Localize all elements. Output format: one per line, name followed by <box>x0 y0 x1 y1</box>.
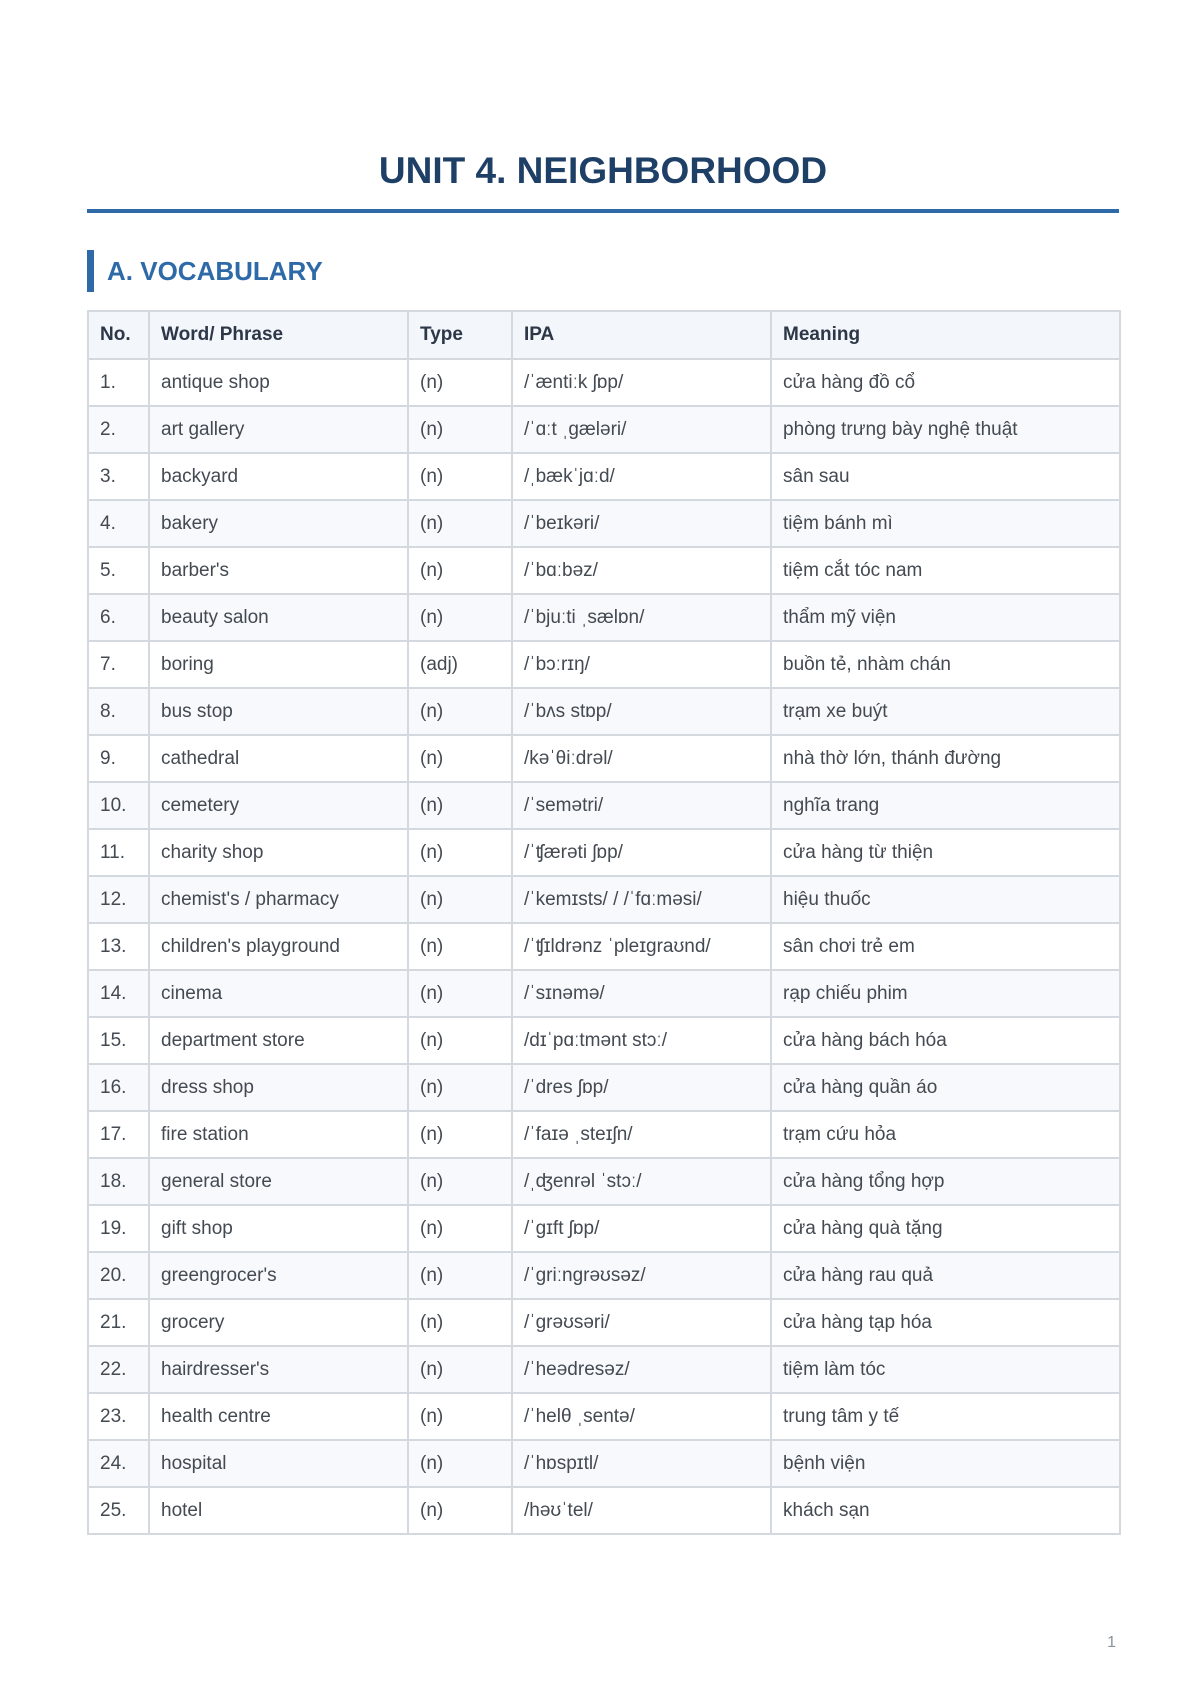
cell-word: bakery <box>149 500 408 547</box>
cell-word: art gallery <box>149 406 408 453</box>
header-meaning: Meaning <box>771 311 1120 359</box>
header-ipa: IPA <box>512 311 771 359</box>
cell-type: (n) <box>408 1064 512 1111</box>
cell-no: 25. <box>88 1487 149 1534</box>
table-row <box>88 1205 1120 1252</box>
cell-word: cathedral <box>149 735 408 782</box>
cell-type: (n) <box>408 735 512 782</box>
cell-no: 14. <box>88 970 149 1017</box>
cell-word: grocery <box>149 1299 408 1346</box>
cell-meaning: cửa hàng tạp hóa <box>771 1299 1120 1346</box>
cell-meaning: rạp chiếu phim <box>771 970 1120 1017</box>
cell-type: (n) <box>408 876 512 923</box>
table-row <box>88 641 1120 688</box>
cell-ipa: /ˈsɪnəmə/ <box>512 970 771 1017</box>
cell-type: (n) <box>408 1111 512 1158</box>
table-row <box>88 923 1120 970</box>
table-row <box>88 547 1120 594</box>
cell-ipa: /ˈhɒspɪtl/ <box>512 1440 771 1487</box>
cell-type: (n) <box>408 1017 512 1064</box>
cell-word: dress shop <box>149 1064 408 1111</box>
cell-meaning: cửa hàng rau quả <box>771 1252 1120 1299</box>
table-row <box>88 359 1120 406</box>
cell-no: 9. <box>88 735 149 782</box>
document-page <box>87 0 1119 1535</box>
cell-word: greengrocer's <box>149 1252 408 1299</box>
header-word: Word/ Phrase <box>149 311 408 359</box>
cell-word: fire station <box>149 1111 408 1158</box>
cell-type: (n) <box>408 1252 512 1299</box>
cell-no: 3. <box>88 453 149 500</box>
table-row <box>88 782 1120 829</box>
cell-type: (n) <box>408 1299 512 1346</box>
cell-no: 22. <box>88 1346 149 1393</box>
table-row <box>88 1487 1120 1534</box>
cell-type: (n) <box>408 1440 512 1487</box>
cell-type: (n) <box>408 406 512 453</box>
cell-ipa: /ˈbeɪkəri/ <box>512 500 771 547</box>
table-row <box>88 500 1120 547</box>
cell-word: boring <box>149 641 408 688</box>
cell-ipa: /ˈæntiːk ʃɒp/ <box>512 359 771 406</box>
table-row <box>88 1064 1120 1111</box>
cell-no: 13. <box>88 923 149 970</box>
cell-no: 7. <box>88 641 149 688</box>
page-number: 1 <box>1107 1634 1116 1651</box>
table-row <box>88 406 1120 453</box>
table-row <box>88 1158 1120 1205</box>
cell-ipa: /ˈbɑːbəz/ <box>512 547 771 594</box>
table-row <box>88 1111 1120 1158</box>
cell-no: 21. <box>88 1299 149 1346</box>
cell-no: 8. <box>88 688 149 735</box>
cell-meaning: cửa hàng bách hóa <box>771 1017 1120 1064</box>
cell-ipa: /dɪˈpɑːtmənt stɔː/ <box>512 1017 771 1064</box>
cell-no: 10. <box>88 782 149 829</box>
table-row <box>88 735 1120 782</box>
cell-ipa: /ˈbjuːti ˌsælɒn/ <box>512 594 771 641</box>
cell-meaning: tiệm làm tóc <box>771 1346 1120 1393</box>
cell-no: 11. <box>88 829 149 876</box>
cell-ipa: /ˈʧærəti ʃɒp/ <box>512 829 771 876</box>
vocabulary-table <box>87 310 1121 1535</box>
cell-type: (n) <box>408 1346 512 1393</box>
cell-no: 18. <box>88 1158 149 1205</box>
cell-word: hospital <box>149 1440 408 1487</box>
cell-no: 2. <box>88 406 149 453</box>
cell-word: health centre <box>149 1393 408 1440</box>
table-row <box>88 1017 1120 1064</box>
table-row <box>88 1393 1120 1440</box>
table-row <box>88 876 1120 923</box>
cell-type: (n) <box>408 359 512 406</box>
cell-no: 12. <box>88 876 149 923</box>
cell-word: beauty salon <box>149 594 408 641</box>
cell-meaning: nhà thờ lớn, thánh đường <box>771 735 1120 782</box>
cell-type: (n) <box>408 688 512 735</box>
cell-word: chemist's / pharmacy <box>149 876 408 923</box>
cell-meaning: buồn tẻ, nhàm chán <box>771 641 1120 688</box>
cell-word: department store <box>149 1017 408 1064</box>
cell-type: (n) <box>408 547 512 594</box>
header-type: Type <box>408 311 512 359</box>
cell-ipa: /ˈfaɪə ˌsteɪʃn/ <box>512 1111 771 1158</box>
table-row <box>88 1440 1120 1487</box>
cell-ipa: /kəˈθiːdrəl/ <box>512 735 771 782</box>
cell-meaning: hiệu thuốc <box>771 876 1120 923</box>
cell-no: 4. <box>88 500 149 547</box>
cell-word: hairdresser's <box>149 1346 408 1393</box>
cell-meaning: cửa hàng quần áo <box>771 1064 1120 1111</box>
cell-ipa: /ˌʤenrəl ˈstɔː/ <box>512 1158 771 1205</box>
table-row <box>88 1346 1120 1393</box>
cell-ipa: /ˈhelθ ˌsentə/ <box>512 1393 771 1440</box>
cell-word: cemetery <box>149 782 408 829</box>
cell-type: (adj) <box>408 641 512 688</box>
cell-meaning: thẩm mỹ viện <box>771 594 1120 641</box>
cell-ipa: /ˈsemətri/ <box>512 782 771 829</box>
cell-meaning: trạm cứu hỏa <box>771 1111 1120 1158</box>
cell-word: cinema <box>149 970 408 1017</box>
title-divider <box>87 209 1119 213</box>
cell-meaning: khách sạn <box>771 1487 1120 1534</box>
cell-ipa: /ˈdres ʃɒp/ <box>512 1064 771 1111</box>
cell-type: (n) <box>408 782 512 829</box>
cell-no: 20. <box>88 1252 149 1299</box>
header-no: No. <box>88 311 149 359</box>
cell-type: (n) <box>408 1158 512 1205</box>
cell-word: hotel <box>149 1487 408 1534</box>
cell-meaning: trung tâm y tế <box>771 1393 1120 1440</box>
cell-meaning: tiệm cắt tóc nam <box>771 547 1120 594</box>
cell-type: (n) <box>408 1205 512 1252</box>
cell-meaning: cửa hàng tổng hợp <box>771 1158 1120 1205</box>
table-row <box>88 970 1120 1017</box>
cell-type: (n) <box>408 594 512 641</box>
table-row <box>88 453 1120 500</box>
cell-no: 24. <box>88 1440 149 1487</box>
cell-meaning: cửa hàng đồ cổ <box>771 359 1120 406</box>
cell-word: backyard <box>149 453 408 500</box>
cell-ipa: /ˈkemɪsts/ / /ˈfɑːməsi/ <box>512 876 771 923</box>
cell-ipa: /ˈʧɪldrənz ˈpleɪɡraʊnd/ <box>512 923 771 970</box>
cell-ipa: /ˈɡɪft ʃɒp/ <box>512 1205 771 1252</box>
cell-no: 23. <box>88 1393 149 1440</box>
cell-type: (n) <box>408 1393 512 1440</box>
cell-ipa: /ˈheədresəz/ <box>512 1346 771 1393</box>
cell-no: 16. <box>88 1064 149 1111</box>
cell-no: 19. <box>88 1205 149 1252</box>
cell-word: general store <box>149 1158 408 1205</box>
cell-word: charity shop <box>149 829 408 876</box>
cell-no: 1. <box>88 359 149 406</box>
cell-meaning: sân sau <box>771 453 1120 500</box>
table-row <box>88 1252 1120 1299</box>
cell-ipa: /ˈbʌs stɒp/ <box>512 688 771 735</box>
cell-meaning: nghĩa trang <box>771 782 1120 829</box>
cell-type: (n) <box>408 923 512 970</box>
cell-ipa: /ˈɡriːnɡrəʊsəz/ <box>512 1252 771 1299</box>
cell-type: (n) <box>408 970 512 1017</box>
cell-type: (n) <box>408 500 512 547</box>
cell-meaning: tiệm bánh mì <box>771 500 1120 547</box>
cell-word: antique shop <box>149 359 408 406</box>
table-row <box>88 688 1120 735</box>
cell-meaning: bệnh viện <box>771 1440 1120 1487</box>
cell-no: 17. <box>88 1111 149 1158</box>
cell-meaning: cửa hàng quà tặng <box>771 1205 1120 1252</box>
cell-no: 6. <box>88 594 149 641</box>
page-title: UNIT 4. NEIGHBORHOOD <box>378 150 828 191</box>
cell-meaning: cửa hàng từ thiện <box>771 829 1120 876</box>
cell-no: 5. <box>88 547 149 594</box>
cell-word: gift shop <box>149 1205 408 1252</box>
table-row <box>88 1299 1120 1346</box>
cell-ipa: /ˈbɔːrɪŋ/ <box>512 641 771 688</box>
table-row <box>88 829 1120 876</box>
cell-word: bus stop <box>149 688 408 735</box>
cell-type: (n) <box>408 829 512 876</box>
cell-word: children's playground <box>149 923 408 970</box>
cell-meaning: sân chơi trẻ em <box>771 923 1120 970</box>
table-body <box>88 359 1120 1534</box>
cell-ipa: /ˈɑːt ˌɡæləri/ <box>512 406 771 453</box>
cell-ipa: /ˈɡrəʊsəri/ <box>512 1299 771 1346</box>
cell-ipa: /ˌbækˈjɑːd/ <box>512 453 771 500</box>
cell-meaning: phòng trưng bày nghệ thuật <box>771 406 1120 453</box>
cell-ipa: /həʊˈtel/ <box>512 1487 771 1534</box>
cell-type: (n) <box>408 1487 512 1534</box>
cell-word: barber's <box>149 547 408 594</box>
cell-meaning: trạm xe buýt <box>771 688 1120 735</box>
cell-no: 15. <box>88 1017 149 1064</box>
section-heading: A. VOCABULARY <box>87 250 1119 292</box>
table-header-row <box>88 311 1120 359</box>
cell-type: (n) <box>408 453 512 500</box>
table-row <box>88 594 1120 641</box>
